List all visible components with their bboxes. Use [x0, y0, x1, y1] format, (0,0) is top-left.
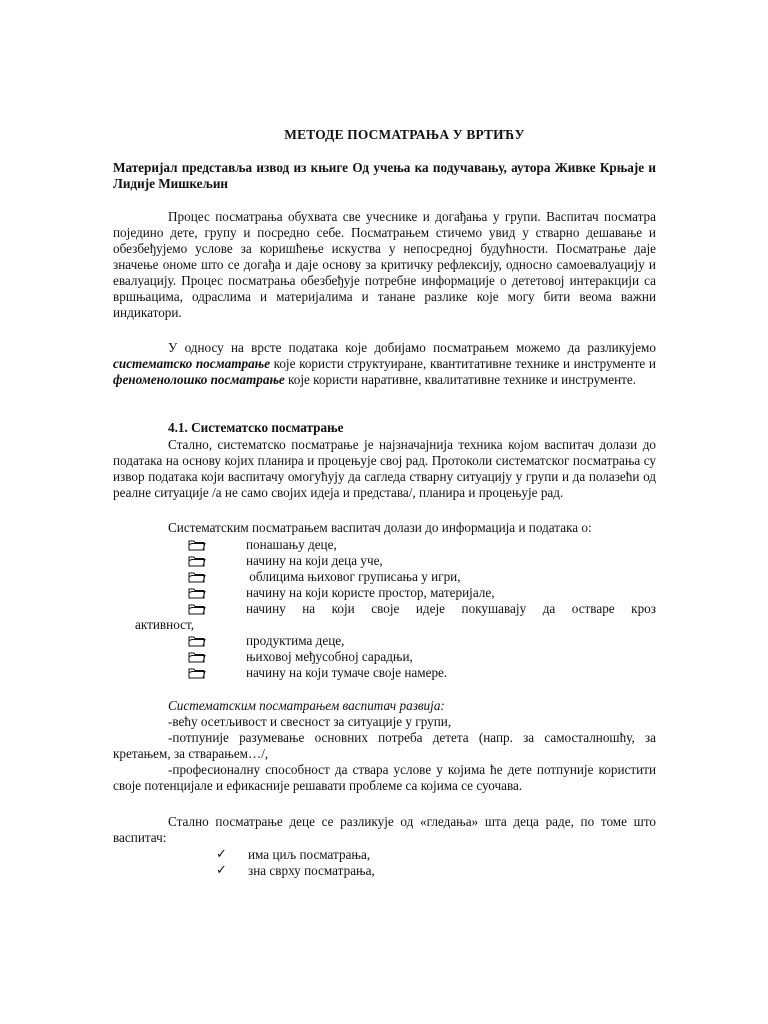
paragraph-observing: Стално посматрање деце се разликује од «гледања» шта деца раде, по томе што васпитач: [113, 814, 656, 845]
folder-icon [188, 539, 206, 551]
folder-icon [188, 571, 206, 583]
list-item [113, 665, 656, 681]
paragraph-types [113, 340, 656, 388]
term-systematic: систематско посматрање [113, 356, 270, 371]
list-item-text: начину на који тумаче своје намере. [246, 665, 448, 680]
intro-paragraph: Материјал представља извод из књиге Од учења ка подучавању, аутора Живке Крњаје и Лидије Мишкељин [113, 160, 656, 191]
check-item [113, 847, 656, 863]
text-run: које користи наративне, квалитативне технике и инструменте. [284, 372, 637, 387]
folder-icon [188, 603, 206, 615]
develop-section [113, 698, 656, 794]
list-item-text: продуктима деце, [246, 633, 345, 648]
develop-item: -потпуније разумевање основних потреба детета (напр. за самосталношћу, за кретањем, за стварањем…/, [113, 730, 656, 761]
list-item-text: начину на који користе простор, материјале, [246, 585, 495, 600]
list-item-text: облицима њиховог груписања у игри, [246, 569, 461, 584]
document-title: МЕТОДЕ ПОСМАТРАЊА У ВРТИЋУ [284, 127, 525, 142]
folder-icon [188, 651, 206, 663]
list-item-text: понашању деце, [246, 537, 337, 552]
develop-heading: Систематским посматрањем васпитач развија: [168, 698, 445, 713]
list-item [113, 649, 656, 665]
list-item [113, 569, 656, 585]
section-heading: 4.1. Систематско посматрање [168, 420, 344, 435]
check-item [113, 863, 656, 879]
list-item [113, 633, 656, 649]
folder-bullet-list [113, 537, 656, 681]
check-item-text: зна сврху посматрања, [248, 863, 375, 878]
text-run: које користи структуиране, квантитативне технике и инструменте и [269, 356, 656, 371]
checkmark-icon: ✓ [216, 847, 227, 862]
develop-item: -већу осетљивост и свесност за ситуације у групи, [168, 714, 452, 729]
list-item-text: начину на који своје идеје покушавају да остваре кроз [246, 601, 656, 616]
folder-icon [188, 635, 206, 647]
paragraph-process: Процес посматрања обухвата све учеснике и догађања у групи. Васпитач посматра појединo дете, групу и посредно себе. Посматрањем стичемо увид у стварно дешавање и обезбеђујемо услове за коришћење искуства у непосредној будућности. Посматрање даје значење ономе што се догађа и даје основу за критичку рефлексију, односно самоевалуацију и евалуацију. Процес посматрања обезбеђује потребне информације о дететовој интеракцији са вршњацима, одраслима и материјалима и танане разлике које могу бити веома важни индикатори. [113, 209, 656, 320]
checkmark-list [113, 847, 656, 879]
folder-icon [188, 587, 206, 599]
list-item [113, 537, 656, 553]
list-item-continuation: активност, [135, 617, 195, 632]
paragraph-systematic: Стално, систематско посматрање је најзначајнија техника којом васпитач долази до података на основу којих планира и процењује свој рад. Протоколи систематског посматрања су извор података који васпитачу омогућују да сагледа стварну ситуацију у групи и да полазећи од реалне ситуације /а не само својих идеја и представа/, планира и процењује рад. [113, 437, 656, 500]
folder-icon [188, 667, 206, 679]
checkmark-icon: ✓ [216, 863, 227, 878]
list-item [113, 553, 656, 569]
develop-item: -професионалну способност да ствара услове у којима ће дете потпуније користити своје потенцијале и ефикасније решавати проблеме са којима се суочава. [113, 762, 656, 793]
list-item [113, 601, 656, 617]
term-phenomenological: феноменолошко посматрање [113, 372, 285, 387]
check-item-text: има циљ посматрања, [248, 847, 371, 862]
folder-icon [188, 555, 206, 567]
text-run: У односу на врсте података које добијамо посматрањем можемо да разликујемо [168, 340, 656, 355]
list-item-text: њиховој међусобној сарадњи, [246, 649, 413, 664]
list-item-text: начину на који деца уче, [246, 553, 383, 568]
list-item [113, 585, 656, 601]
paragraph-info-intro: Систематским посматрањем васпитач долази до информација и података о: [168, 520, 592, 535]
